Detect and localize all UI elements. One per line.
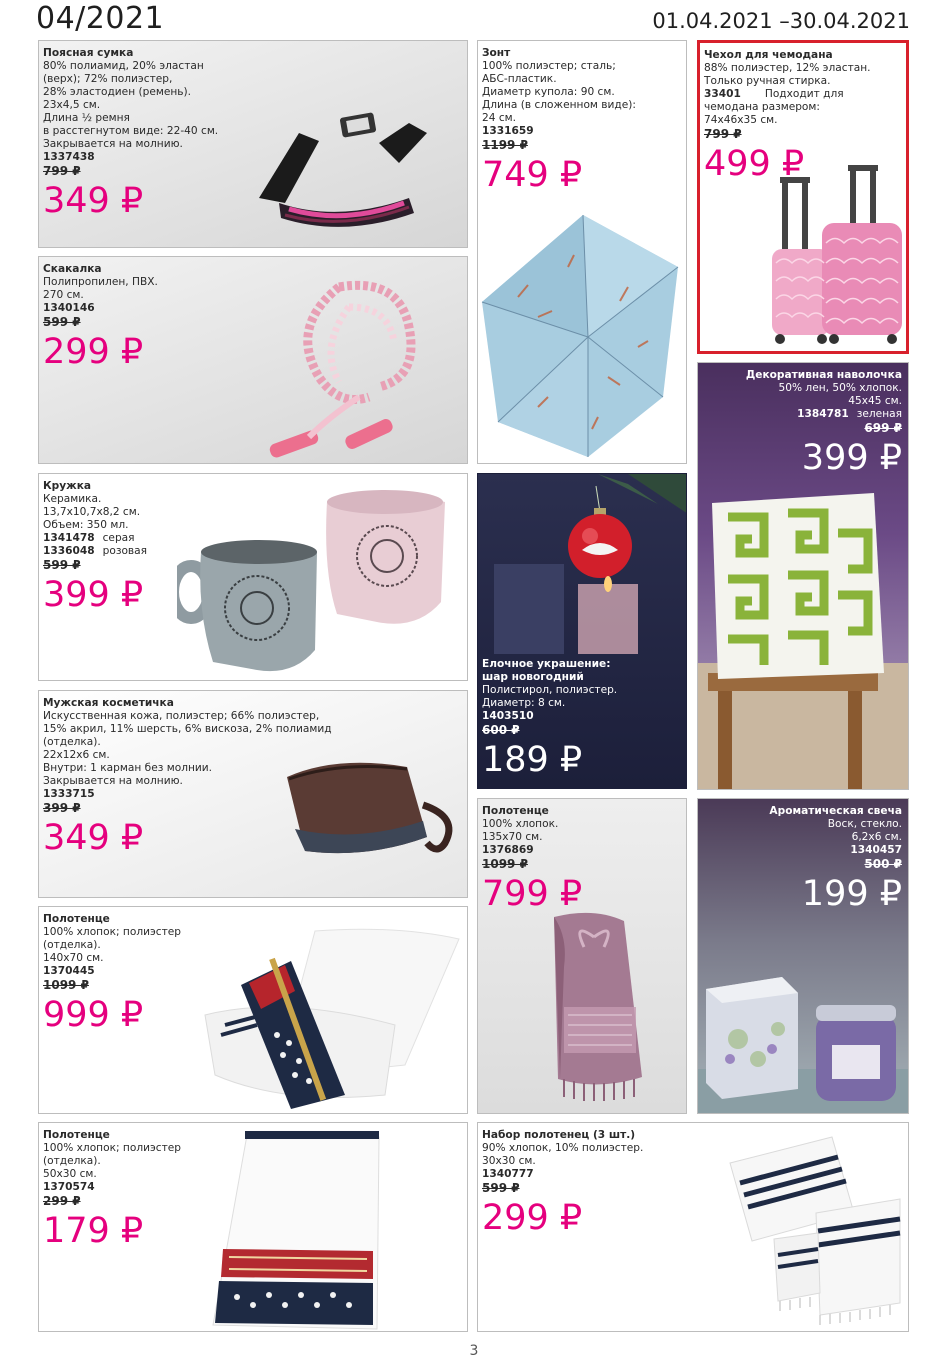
pillow-image: [698, 483, 909, 789]
product-title: Чехол для чемодана: [704, 49, 833, 61]
product-title: Полотенце: [43, 913, 110, 925]
sale-price: 179 ₽: [43, 1211, 144, 1251]
product-card-pillowcase[interactable]: [697, 362, 909, 790]
article-note: Подходит для: [764, 88, 844, 100]
product-spec: 45x45 см.: [848, 395, 902, 407]
product-info: [746, 369, 902, 478]
product-spec: Закрывается на молнию.: [43, 138, 183, 150]
sale-price: 299 ₽: [43, 332, 144, 372]
product-spec: чемодана размером:: [704, 101, 820, 113]
product-spec: (отделка).: [43, 939, 101, 951]
product-spec: 90% хлопок, 10% полиэстер.: [482, 1142, 644, 1154]
page-number: 3: [469, 1343, 479, 1359]
product-spec: 22x12x6 см.: [43, 749, 110, 761]
product-card-umbrella[interactable]: [477, 40, 687, 464]
article-number: 1403510: [482, 710, 534, 722]
product-spec: 15% акрил, 11% шерсть, 6% вискоза, 2% полиамид: [43, 723, 332, 735]
sale-price: 299 ₽: [482, 1198, 583, 1238]
old-price: 1099 ₽: [482, 857, 528, 871]
product-spec: Объем: 350 мл.: [43, 519, 129, 531]
color-variant: серая: [102, 532, 135, 544]
sale-price: 999 ₽: [43, 995, 144, 1035]
jump-rope-image: [259, 267, 459, 462]
towel-set-image: [724, 1133, 904, 1329]
product-spec: АБС-пластик.: [482, 73, 557, 85]
product-spec: 80% полиамид, 20% эластан: [43, 60, 204, 72]
product-card-towel-set[interactable]: [477, 1122, 909, 1332]
product-spec: 100% хлопок; полиэстер: [43, 1142, 182, 1154]
product-card-candle[interactable]: [697, 798, 909, 1114]
article-number: 1340146: [43, 302, 95, 314]
product-spec: Полипропилен, ПВХ.: [43, 276, 158, 288]
validity-period: 01.04.2021 –30.04.2021: [652, 9, 910, 33]
product-spec: Закрывается на молнию.: [43, 775, 183, 787]
product-spec: (верх); 72% полиэстер,: [43, 73, 173, 85]
product-spec: 50% лен, 50% хлопок.: [778, 382, 902, 394]
sale-price: 799 ₽: [482, 874, 583, 914]
article-number: 33401: [704, 88, 741, 100]
old-price: 500 ₽: [864, 857, 902, 871]
article-number: 1341478: [43, 532, 95, 544]
product-title: Ароматическая свеча: [769, 805, 902, 817]
product-spec: Только ручная стирка.: [704, 75, 831, 87]
product-title: Кружка: [43, 480, 92, 492]
product-title: Поясная сумка: [43, 47, 134, 59]
product-spec: 140x70 см.: [43, 952, 104, 964]
issue-label: 04/2021: [36, 1, 165, 36]
product-spec: Искусственная кожа, полиэстер; 66% полиэстер,: [43, 710, 320, 722]
article-row: [43, 532, 147, 545]
product-info: [43, 480, 147, 615]
article-number: 1331659: [482, 125, 534, 137]
product-spec: Керамика.: [43, 493, 102, 505]
product-info: [482, 1129, 643, 1238]
sale-price: 499 ₽: [704, 144, 805, 184]
old-price: 599 ₽: [482, 1181, 520, 1195]
article-number: 1370574: [43, 1181, 95, 1193]
ornament-image: [478, 474, 687, 654]
product-spec: Полистирол, полиэстер.: [482, 684, 618, 696]
sale-price: 189 ₽: [482, 740, 583, 780]
product-spec: 28% эластодиен (ремень).: [43, 86, 192, 98]
belt-bag-image: [249, 103, 449, 243]
product-info: [43, 913, 181, 1035]
color-variant: розовая: [102, 545, 148, 557]
product-spec: (отделка).: [43, 736, 101, 748]
product-title: Зонт: [482, 47, 511, 59]
product-info: [43, 697, 332, 858]
product-spec: 100% полиэстер; сталь;: [482, 60, 616, 72]
product-card-jump-rope[interactable]: [38, 256, 468, 464]
candle-image: [698, 949, 909, 1113]
product-spec: Внутри: 1 карман без молнии.: [43, 762, 213, 774]
old-price: 599 ₽: [43, 558, 81, 572]
product-spec: 30x30 см.: [482, 1155, 536, 1167]
article-row: [704, 88, 871, 101]
color-variant: зеленая: [856, 408, 902, 420]
old-price: 799 ₽: [43, 164, 81, 178]
product-spec: 100% хлопок.: [482, 818, 559, 830]
product-card-suitcase-cover[interactable]: [697, 40, 909, 354]
product-card-ornament[interactable]: [477, 473, 687, 789]
old-price: 600 ₽: [482, 723, 520, 737]
product-spec: 135x70 см.: [482, 831, 543, 843]
product-info: [482, 805, 582, 914]
product-spec: 23x4,5 см.: [43, 99, 101, 111]
pink-towel-image: [534, 907, 664, 1107]
article-number: 1336048: [43, 545, 95, 557]
small-towel-image: [207, 1129, 387, 1331]
old-price: 799 ₽: [704, 127, 742, 141]
product-title: Полотенце: [43, 1129, 110, 1141]
product-title: Декоративная наволочка: [745, 369, 902, 381]
large-towel-image: [195, 925, 465, 1111]
product-spec: Длина ½ ремня: [43, 112, 130, 124]
product-title: Полотенце: [482, 805, 549, 817]
product-spec: в расстегнутом виде: 22-40 см.: [43, 125, 219, 137]
product-spec: Длина (в сложенном виде):: [482, 99, 636, 111]
article-number: 1384781: [797, 408, 849, 420]
product-card-towel-pink[interactable]: [477, 798, 687, 1114]
product-card-towel-large[interactable]: [38, 906, 468, 1114]
product-spec: Диаметр купола: 90 см.: [482, 86, 615, 98]
product-title: Скакалка: [43, 263, 102, 275]
suitcase-image: [766, 163, 906, 353]
sale-price: 349 ₽: [43, 181, 144, 221]
article-number: 1370445: [43, 965, 95, 977]
old-price: 1099 ₽: [43, 978, 89, 992]
article-row: [43, 545, 147, 558]
sale-price: 749 ₽: [482, 155, 583, 195]
old-price: 599 ₽: [43, 315, 81, 329]
article-number: 1376869: [482, 844, 534, 856]
old-price: 1199 ₽: [482, 138, 528, 152]
product-info: [769, 805, 902, 914]
mug-image: [177, 482, 457, 678]
old-price: 299 ₽: [43, 1194, 81, 1208]
product-title: Набор полотенец (3 шт.): [482, 1129, 636, 1141]
product-info: [43, 47, 218, 221]
product-title: Мужская косметичка: [43, 697, 174, 709]
product-spec: 50x30 см.: [43, 1168, 97, 1180]
article-number: 1340777: [482, 1168, 534, 1180]
sale-price: 399 ₽: [801, 438, 902, 478]
article-number: 1337438: [43, 151, 95, 163]
product-spec: 6,2x6 см.: [851, 831, 902, 843]
product-info: [43, 1129, 181, 1251]
sale-price: 199 ₽: [801, 874, 902, 914]
product-spec: (отделка).: [43, 1155, 101, 1167]
product-card-cosmetic-bag[interactable]: [38, 690, 468, 898]
product-spec: 74x46x35 см.: [704, 114, 778, 126]
product-spec: 24 см.: [482, 112, 517, 124]
product-info: [482, 47, 636, 195]
product-info: [482, 658, 617, 780]
product-spec: 88% полиэстер, 12% эластан.: [704, 62, 871, 74]
product-title: шар новогодний: [482, 671, 584, 683]
product-spec: Воск, стекло.: [827, 818, 902, 830]
article-number: 1333715: [43, 788, 95, 800]
product-info: [704, 49, 871, 184]
product-card-mug[interactable]: [38, 473, 468, 681]
umbrella-image: [478, 207, 687, 463]
product-spec: 270 см.: [43, 289, 84, 301]
sale-price: 349 ₽: [43, 818, 144, 858]
product-spec: Диаметр: 8 см.: [482, 697, 566, 709]
old-price: 399 ₽: [43, 801, 81, 815]
product-info: [43, 263, 158, 372]
product-card-towel-small[interactable]: [38, 1122, 468, 1332]
product-title: Елочное украшение:: [482, 658, 611, 670]
product-spec: 100% хлопок; полиэстер: [43, 926, 182, 938]
product-spec: 13,7x10,7x8,2 см.: [43, 506, 141, 518]
article-number: 1340457: [850, 844, 902, 856]
article-row: [746, 408, 902, 421]
old-price: 699 ₽: [864, 421, 902, 435]
sale-price: 399 ₽: [43, 575, 144, 615]
product-card-belt-bag[interactable]: [38, 40, 468, 248]
